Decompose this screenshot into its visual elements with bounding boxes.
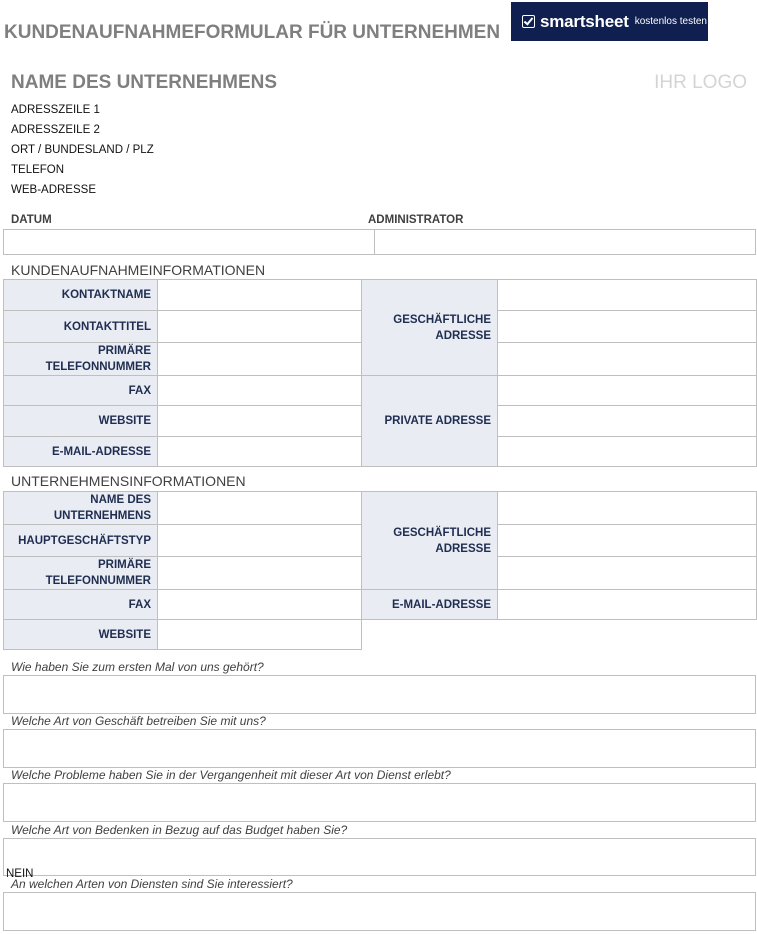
empty-cell (498, 620, 757, 650)
answer-2-field[interactable] (3, 729, 756, 768)
company-business-address-line-1[interactable] (498, 492, 757, 525)
question-1: Wie haben Sie zum ersten Mal von uns gehört? (11, 660, 264, 674)
main-business-type-label: HAUPTGESCHÄFTSTYP (4, 525, 158, 557)
private-address-line-2[interactable] (498, 406, 757, 437)
contact-name-field[interactable] (158, 280, 362, 311)
answer-1-field[interactable] (3, 675, 756, 714)
private-address-label: PRIVATE ADRESSE (362, 376, 498, 467)
website-label: WEBSITE (4, 406, 158, 437)
date-field[interactable] (3, 229, 375, 255)
email-field[interactable] (158, 437, 362, 467)
company-name-field[interactable] (158, 492, 362, 525)
question-3: Welche Probleme haben Sie in der Vergangenheit mit dieser Art von Dienst erlebt? (11, 768, 451, 782)
address-line-1: ADRESSZEILE 1 (11, 104, 100, 116)
company-business-address-line-3[interactable] (498, 557, 757, 590)
fax-field[interactable] (158, 376, 362, 406)
smartsheet-banner[interactable] (511, 2, 708, 41)
contact-title-field[interactable] (158, 311, 362, 343)
phone-line: TELEFON (11, 164, 65, 176)
company-section-title: UNTERNEHMENSINFORMATIONEN (11, 473, 246, 489)
answer-3-field[interactable] (3, 783, 756, 822)
web-address-line: WEB-ADRESSE (11, 184, 96, 196)
primary-phone-label: PRIMÄRE TELEFONNUMMER (4, 343, 158, 376)
question-4: Welche Art von Bedenken in Bezug auf das Budget haben Sie? (11, 823, 348, 837)
client-business-address-line-3[interactable] (498, 343, 757, 376)
client-info-table (3, 279, 757, 467)
company-info-table (3, 491, 757, 650)
contact-title-label: KONTAKTTITEL (4, 311, 158, 343)
company-business-address-label: GESCHÄFTLICHE ADRESSE (362, 492, 498, 590)
brand-name: smartsheet (540, 11, 629, 31)
client-business-address-line-2[interactable] (498, 311, 757, 343)
question-5: An welchen Arten von Diensten sind Sie interessiert? (11, 877, 293, 891)
company-website-field[interactable] (158, 620, 362, 650)
company-email-label: E-MAIL-ADRESSE (362, 590, 498, 620)
company-name: NAME DES UNTERNEHMENS (11, 72, 278, 93)
company-phone-field[interactable] (158, 557, 362, 590)
administrator-label: ADMINISTRATOR (368, 214, 464, 226)
stray-text: NEIN (6, 868, 34, 880)
answer-4-field[interactable] (3, 838, 756, 876)
private-address-line-3[interactable] (498, 437, 757, 467)
company-name-label: NAME DES UNTERNEHMENS (4, 492, 158, 525)
checkmark-icon (522, 15, 535, 28)
logo-placeholder: IHR LOGO (654, 72, 747, 93)
private-address-line-1[interactable] (498, 376, 757, 406)
address-line-2: ADRESSZEILE 2 (11, 124, 100, 136)
website-field[interactable] (158, 406, 362, 437)
date-label: DATUM (11, 214, 52, 226)
company-phone-label: PRIMÄRE TELEFONNUMMER (4, 557, 158, 590)
primary-phone-field[interactable] (158, 343, 362, 376)
email-label: E-MAIL-ADRESSE (4, 437, 158, 467)
administrator-field[interactable] (374, 229, 756, 255)
trial-link[interactable]: kostenlos testen (634, 16, 707, 27)
empty-cell (362, 620, 498, 650)
fax-label: FAX (4, 376, 158, 406)
question-2: Welche Art von Geschäft betreiben Sie mit uns? (11, 714, 266, 728)
answer-5-field[interactable] (3, 892, 756, 931)
company-fax-label: FAX (4, 590, 158, 620)
company-website-label: WEBSITE (4, 620, 158, 650)
company-business-address-line-2[interactable] (498, 525, 757, 557)
form-title: KUNDENAUFNAHMEFORMULAR FÜR UNTERNEHMEN (4, 22, 501, 43)
client-business-address-label: GESCHÄFTLICHE ADRESSE (362, 280, 498, 376)
contact-name-label: KONTAKTNAME (4, 280, 158, 311)
city-state-zip: ORT / BUNDESLAND / PLZ (11, 144, 154, 156)
client-section-title: KUNDENAUFNAHMEINFORMATIONEN (11, 262, 266, 278)
main-business-type-field[interactable] (158, 525, 362, 557)
company-fax-field[interactable] (158, 590, 362, 620)
client-business-address-line-1[interactable] (498, 280, 757, 311)
company-email-field[interactable] (498, 590, 757, 620)
